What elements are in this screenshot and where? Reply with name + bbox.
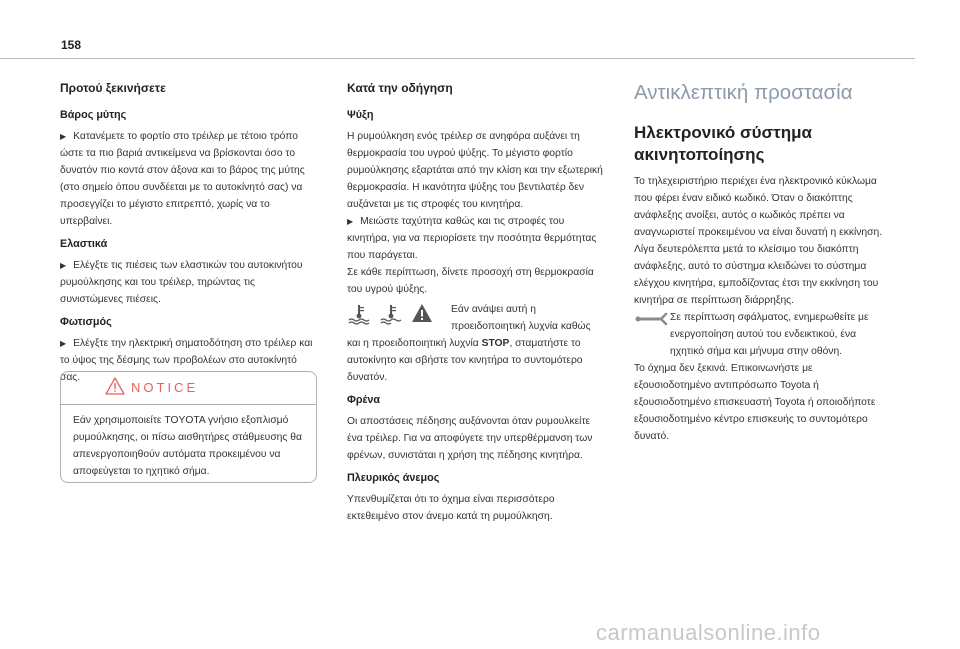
- wrench-icon: [634, 311, 670, 327]
- cooling-text-3: Σε κάθε περίπτωση, δίνετε προσοχή στη θερμοκρασία του υγρού ψύξης.: [347, 267, 594, 295]
- header-rule: [0, 58, 915, 59]
- stop-text-a: και η προειδοποιητική λυχνία: [347, 338, 482, 349]
- notice-text: Εάν χρησιμοποιείτε TOYOTA γνήσιο εξοπλισμό ρυμούλκησης, οι πίσω αισθητήρες στάθμευσης θα απενεργοποιηθούν αυτόματα προκειμένου να αποφεύγεται το ηχητικό σήμα.: [73, 415, 302, 477]
- warning-lights-icons: [347, 301, 451, 325]
- stop-instruction: [347, 335, 604, 386]
- coolant-level-icon: [379, 303, 403, 325]
- arrow-right-icon: ▶: [60, 132, 67, 141]
- crosswind-heading: Πλευρικός άνεμος: [347, 472, 440, 484]
- anti-theft-section-title: Αντικλεπτική προστασία: [634, 81, 853, 104]
- notice-header: [61, 372, 316, 405]
- stop-word: STOP: [481, 338, 510, 349]
- right-column: [634, 80, 891, 445]
- warning-lights-text: Εάν ανάψει αυτή η προειδοποιητική λυχνία καθώς: [451, 304, 591, 332]
- cooling-paragraph-2: [347, 213, 604, 264]
- arrow-right-icon: ▶: [347, 217, 354, 226]
- cooling-text-2: Μειώστε ταχύτητα καθώς και τις στροφές του κινητήρα, για να περιορίσετε την ποσότητα θερμότητας που παράγεται.: [347, 216, 597, 261]
- left-column: [60, 80, 317, 392]
- warning-lights-row: [347, 301, 604, 335]
- brakes-text: Οι αποστάσεις πέδησης αυξάνονται όταν ρυμουλκείτε ένα τρέιλερ. Για να αποφύγετε την υπερθέρμανση των φρένων, συνιστάται η χρήση της πέδησης κινητήρα.: [347, 416, 593, 461]
- nose-weight-text: Κατανέμετε το φορτίο στο τρέιλερ με τέτοιο τρόπο ώστε τα πιο βαριά αντικείμενα να βρίσκονται όσο το δυνατόν πιο κοντά στον άξονα και το βάρος της μύτης (στο σημείο όπου συνδέεται με το αυτοκίνητό σας) να προσεγγίζει το μέγιστο επιτρεπτό, χωρίς να το υπερβαίνει.: [60, 131, 305, 227]
- cooling-heading: Ψύξη: [347, 109, 374, 121]
- brakes-heading: Φρένα: [347, 394, 381, 406]
- stop-text-b: , σταματήστε το αυτοκίνητο και σβήστε τον κινητήρα το συντομότερο δυνατόν.: [347, 338, 583, 383]
- driving-title: Κατά την οδήγηση: [347, 81, 453, 95]
- lights-text: Ελέγξτε την ηλεκτρική σηματοδότηση στο τρέιλερ και το ύψος της δέσμης των προβολέων στο αυτοκίνητό σας.: [60, 338, 313, 383]
- watermark: carmanualsonline.info: [596, 620, 821, 645]
- immobiliser-heading: Ηλεκτρονικό σύστημα ακινητοποίησης: [634, 123, 812, 164]
- immobiliser-text-2-start: Σε περίπτωση σφάλματος, ενημερωθείτε με ενεργοποίηση αυτού του ενδεικτικού, ένα ηχητικό σήμα και μήνυμα στην οθόνη.: [670, 312, 869, 357]
- before-start-title: Προτού ξεκινήσετε: [60, 81, 166, 95]
- notice-title: NOTICE: [131, 380, 199, 395]
- page-number: 158: [61, 38, 82, 52]
- immobiliser-text-3: Το όχημα δεν ξεκινά. Επικοινωνήστε με εξουσιοδοτημένο αντιπρόσωπο Toyota ή εξουσιοδοτημένο επισκευαστή Toyota ή οποιοδήποτε εξουσιοδοτημένο κέντρο επισκευής το συντομότερο δυνατό.: [634, 363, 876, 442]
- arrow-right-icon: ▶: [60, 339, 67, 348]
- coolant-temperature-icon: [347, 303, 371, 325]
- tyres-heading: Ελαστικά: [60, 238, 108, 250]
- nose-weight-heading: Βάρος μύτης: [60, 109, 127, 121]
- tyres-text: Ελέγξτε τις πιέσεις των ελαστικών του αυτοκινήτου ρυμούλκησης και του τρέιλερ, τηρώντας τις συνιστώμενες πιέσεις.: [60, 260, 303, 305]
- warning-triangle-icon: [411, 303, 433, 323]
- crosswind-text: Υπενθυμίζεται ότι το όχημα είναι περισσότερο εκτεθειμένο στον άνεμο κατά τη ρυμούλκηση.: [347, 494, 555, 522]
- notice-box: [60, 371, 317, 483]
- fault-row: [634, 309, 891, 360]
- nose-weight-paragraph: [60, 128, 317, 230]
- warning-triangle-icon: [105, 377, 125, 395]
- cooling-text-1: Η ρυμούλκηση ενός τρέιλερ σε ανηφόρα αυξάνει τη θερμοκρασία του υγρού ψύξης. Το μέγιστο φορτίο ρυμούλκησης εξαρτάται από την κλίση και την εξωτερική θερμοκρασία. Η ικανότητα ψύξης του βεντιλατέρ δεν αυξάνεται με τις στροφές του κινητήρα.: [347, 131, 603, 210]
- arrow-right-icon: ▶: [60, 261, 67, 270]
- immobiliser-text-1: Το τηλεχειριστήριο περιέχει ένα ηλεκτρονικό κύκλωμα που φέρει έναν ειδικό κωδικό. Όταν ο διακόπτης ανάφλεξης ανοίξει, αυτός ο κωδικός πρέπει να αναγνωριστεί προκειμένου να είναι δυνατή η εκκίνηση. Λίγα δευτερόλεπτα μετά το κλείσιμο του διακόπτη ανάφλεξης, αυτό το σύστημα κλειδώνει το σύστημα ελέγχου κινητήρα, εμποδίζοντας έτσι την εκκίνηση του κινητήρα σε περίπτωση διάρρηξης.: [634, 176, 883, 306]
- middle-column: [347, 80, 604, 531]
- lights-heading: Φωτισμός: [60, 316, 112, 328]
- tyres-paragraph: [60, 257, 317, 308]
